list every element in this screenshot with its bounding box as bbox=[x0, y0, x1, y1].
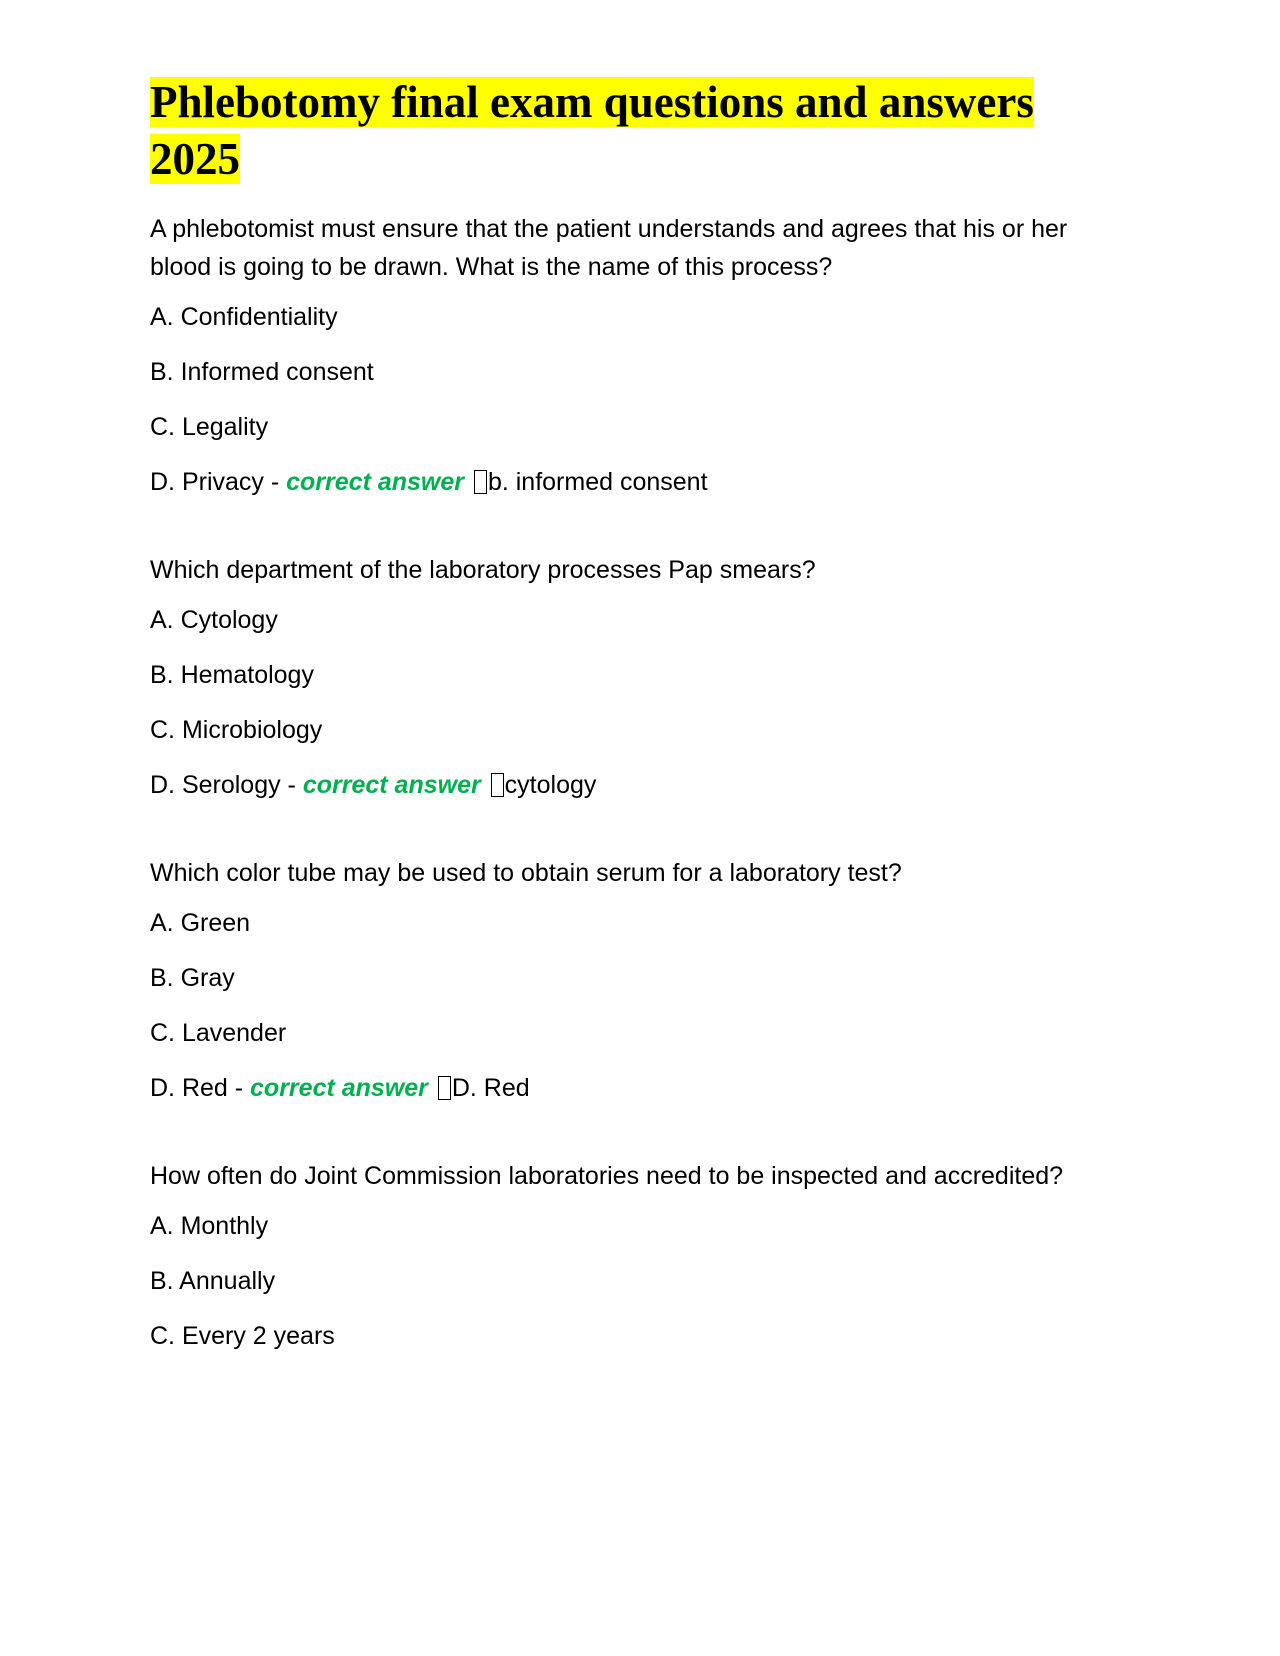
option-c: C. Lavender bbox=[150, 1019, 287, 1047]
question-block bbox=[150, 551, 1130, 800]
question-text: Which department of the laboratory processes Pap smears? bbox=[150, 556, 816, 584]
question-text: How often do Joint Commission laboratories need to be inspected and accredited? bbox=[150, 1162, 1064, 1190]
question-text: Which color tube may be used to obtain serum for a laboratory test? bbox=[150, 859, 902, 887]
option-b: B. Annually bbox=[150, 1267, 276, 1295]
option-a: A. Monthly bbox=[150, 1212, 269, 1240]
option-b: B. Gray bbox=[150, 964, 235, 992]
option-c: C. Legality bbox=[150, 413, 269, 441]
option-d: D. Serology - bbox=[150, 771, 303, 799]
page-title bbox=[150, 74, 1130, 188]
option-c: C. Microbiology bbox=[150, 716, 323, 744]
option-d-with-answer bbox=[150, 467, 1130, 497]
option-b: B. Informed consent bbox=[150, 358, 374, 386]
option-d: D. Privacy - bbox=[150, 468, 287, 496]
option-a: A. Confidentiality bbox=[150, 303, 338, 331]
question-text: A phlebotomist must ensure that the patient understands and agrees that his or her blood is going to be drawn. What is the name of this process? bbox=[150, 215, 1068, 281]
document-page bbox=[150, 74, 1130, 1405]
answer-value: b. informed consent bbox=[487, 468, 708, 496]
title-highlight: Phlebotomy final exam questions and answers 2025 bbox=[150, 77, 1034, 184]
option-d-with-answer bbox=[150, 770, 1130, 800]
correct-answer-label: correct answer bbox=[286, 468, 464, 496]
missing-glyph-icon bbox=[474, 470, 487, 494]
option-d: D. Red - bbox=[150, 1074, 251, 1102]
missing-glyph-icon bbox=[491, 773, 504, 797]
correct-answer-label: correct answer bbox=[302, 771, 481, 799]
correct-answer-label: correct answer bbox=[250, 1074, 428, 1102]
option-a: A. Cytology bbox=[150, 606, 278, 634]
answer-value: D. Red bbox=[451, 1074, 530, 1102]
question-block bbox=[150, 854, 1130, 1103]
question-block bbox=[150, 210, 1130, 497]
option-c: C. Every 2 years bbox=[150, 1322, 335, 1350]
question-block bbox=[150, 1157, 1130, 1351]
option-d-with-answer bbox=[150, 1073, 1130, 1103]
option-a: A. Green bbox=[150, 909, 251, 937]
missing-glyph-icon bbox=[438, 1076, 451, 1100]
option-b: B. Hematology bbox=[150, 661, 314, 689]
answer-value: cytology bbox=[504, 771, 597, 799]
